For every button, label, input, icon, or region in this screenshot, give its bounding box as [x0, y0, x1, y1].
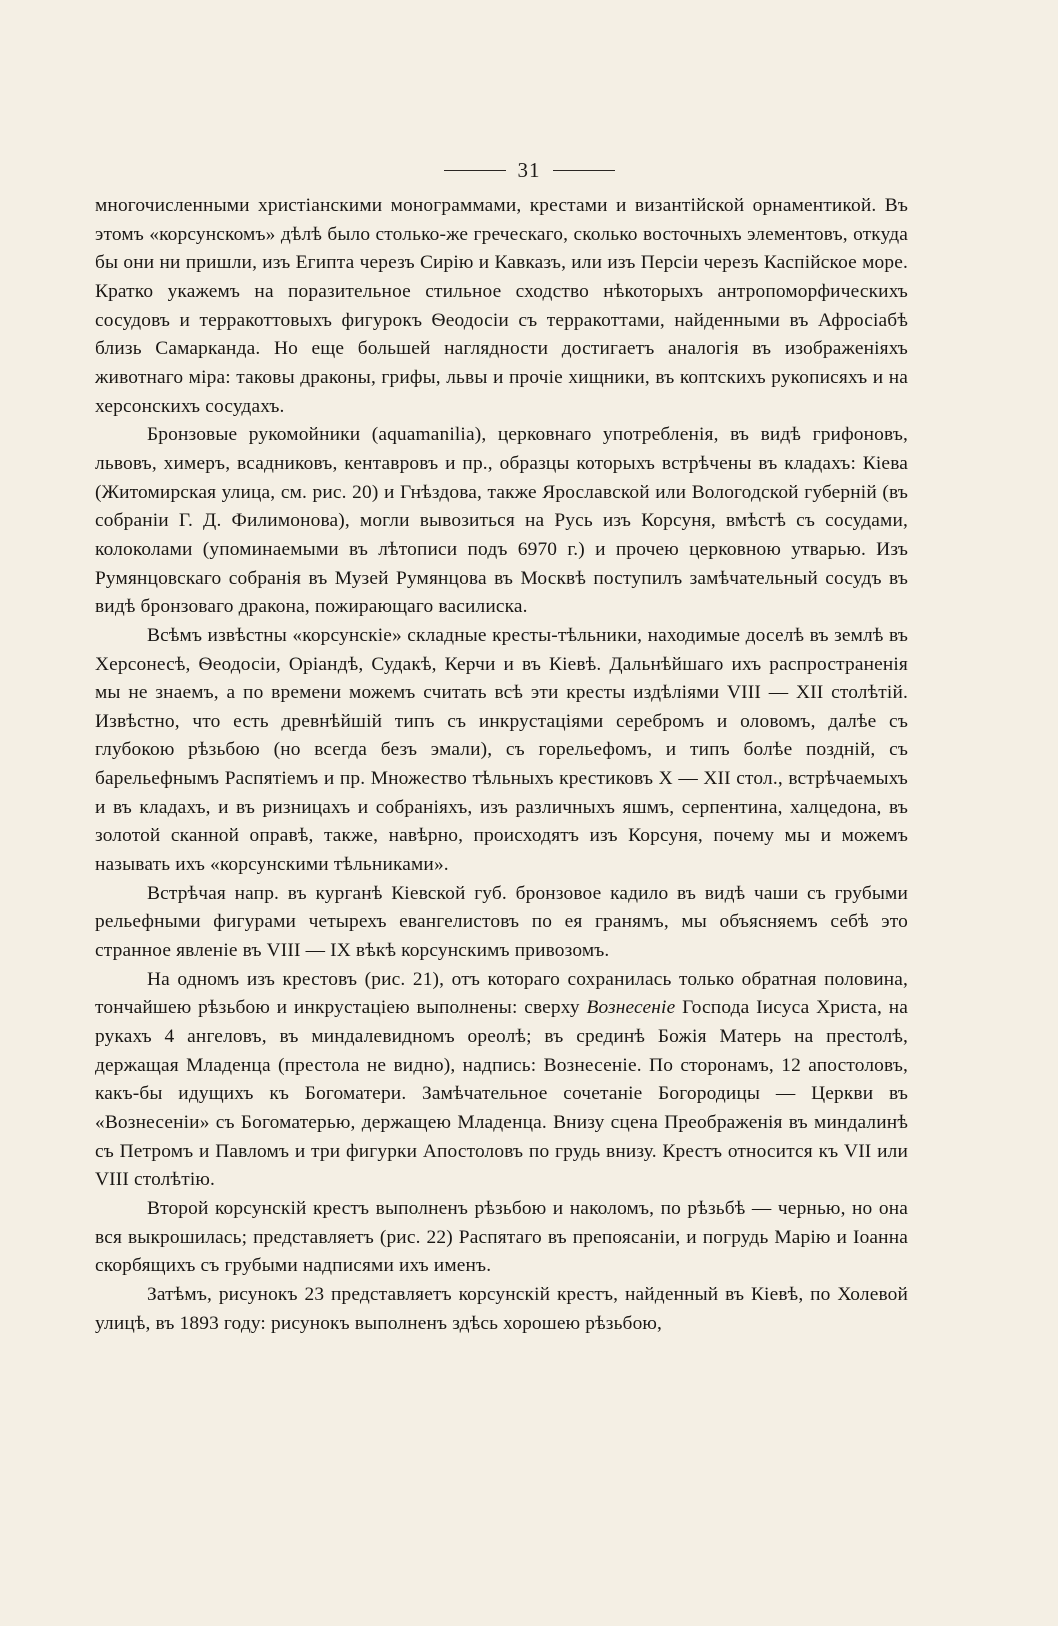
header-rule-right: [553, 170, 615, 171]
paragraph-5: [95, 966, 908, 1195]
paragraph-4: Встрѣчая напр. въ курганѣ Кіевской губ. бронзовое кадило въ видѣ чаши съ грубыми рельефными фигурами четырехъ евангелистовъ по ея гранямъ, мы объясняемъ себѣ это странное явленіе въ VIII — IX вѣкѣ корсунскимъ привозомъ.: [95, 882, 908, 962]
body-text: [95, 192, 908, 1338]
paragraph-1: многочисленными христіанскими монограммами, крестами и византійской орнаментикой. Въ этомъ «корсунскомъ» дѣлѣ было столько-же греческаго, сколько восточныхъ элементовъ, откуда бы они ни пришли, изъ Египта черезъ Сирію и Кавказъ, или изъ Персіи черезъ Каспійское море. Кратко укажемъ на поразительное стильное сходство нѣкоторыхъ антропоморфическихъ сосудовъ и терракоттовыхъ фигурокъ Ѳеодосіи съ терракоттами, найденными въ Афросіабѣ близь Самарканда. Но еще большей наглядности достигаетъ аналогія въ изображеніяхъ животнаго міра: таковы драконы, грифы, львы и прочіе хищники, въ коптскихъ рукописяхъ и на херсонскихъ сосудахъ.: [95, 195, 908, 417]
header-rule-left: [444, 170, 506, 171]
page-number: 31: [517, 158, 541, 182]
paragraph-2: Бронзовые рукомойники (aquamanilia), церковнаго употребленія, въ видѣ грифоновъ, львовъ, химеръ, всадниковъ, кентавровъ и пр., образцы которыхъ встрѣчены въ кладахъ: Кіева (Житомирская улица, см. рис. 20) и Гнѣздова, также Ярославской или Вологодской губерній (въ собраніи Г. Д. Филимонова), могли вывозиться на Русь изъ Корсуня, вмѣстѣ съ сосудами, колоколами (упоминаемыми въ лѣтописи подъ 6970 г.) и прочею церковною утварью. Изъ Румянцовскаго собранія въ Музей Румянцова въ Москвѣ поступилъ замѣчательный сосудъ въ видѣ бронзоваго дракона, пожирающаго василиска.: [95, 424, 908, 618]
paragraph-3: Всѣмъ извѣстны «корсунскіе» складные кресты-тѣльники, находимые доселѣ въ землѣ въ Херсонесѣ, Ѳеодосіи, Оріандѣ, Судакѣ, Керчи и въ Кіевѣ. Дальнѣйшаго ихъ распространенія мы не знаемъ, а по времени можемъ считать всѣ эти кресты издѣліями VIII — XII столѣтій. Извѣстно, что есть древнѣйшій типъ съ инкрустаціями серебромъ и оловомъ, далѣе съ глубокою рѣзьбою (но всегда безъ эмали), съ горельефомъ, и типъ болѣе поздній, съ барельефнымъ Распятіемъ и пр. Множество тѣльныхъ крестиковъ X — XII стол., встрѣчаемыхъ и въ кладахъ, и въ ризницахъ и собраніяхъ, изъ различныхъ яшмъ, серпентина, халцедона, въ золотой сканной оправѣ, также, навѣрно, происходятъ изъ Корсуня, почему мы и можемъ называть ихъ «корсунскими тѣльниками».: [95, 624, 908, 876]
paragraph-7: Затѣмъ, рисунокъ 23 представляетъ корсунскій крестъ, найденный въ Кіевѣ, по Холевой улицѣ, въ 1893 году: рисунокъ выполненъ здѣсь хорошею рѣзьбою,: [95, 1283, 908, 1334]
page-header: [0, 158, 1058, 183]
paragraph-6: Второй корсунскій крестъ выполненъ рѣзьбою и наколомъ, по рѣзьбѣ — чернью, но она вся выкрошилась; представляетъ (рис. 22) Распятаго въ препоясаніи, и погрудь Марію и Іоанна скорбящихъ съ грубыми надписями ихъ именъ.: [95, 1197, 908, 1277]
paragraph-5-after: Господа Іисуса Христа, на рукахъ 4 ангеловъ, въ миндалевидномъ ореолѣ; въ срединѣ Божія Матерь на престолѣ, держащая Младенца (престола не видно), надпись: Вознесеніе. По сторонамъ, 12 апостоловъ, какъ-бы идущихъ къ Богоматери. Замѣчательное сочетаніе Богородицы — Церкви въ «Вознесеніи» съ Богоматерью, держащею Младенца. Внизу сцена Преображенія въ миндалинѣ съ Петромъ и Павломъ и три фигурки Апостоловъ по грудь внизу. Крестъ относится къ VII или VIII столѣтію.: [95, 997, 908, 1191]
paragraph-5-italic: Вознесеніе: [586, 997, 676, 1019]
paragraph-5-before: На одномъ изъ крестовъ (рис. 21), отъ котораго сохранилась только обратная половина, тончайшею рѣзьбою и инкрустаціею выполнены: сверху: [95, 968, 908, 1019]
